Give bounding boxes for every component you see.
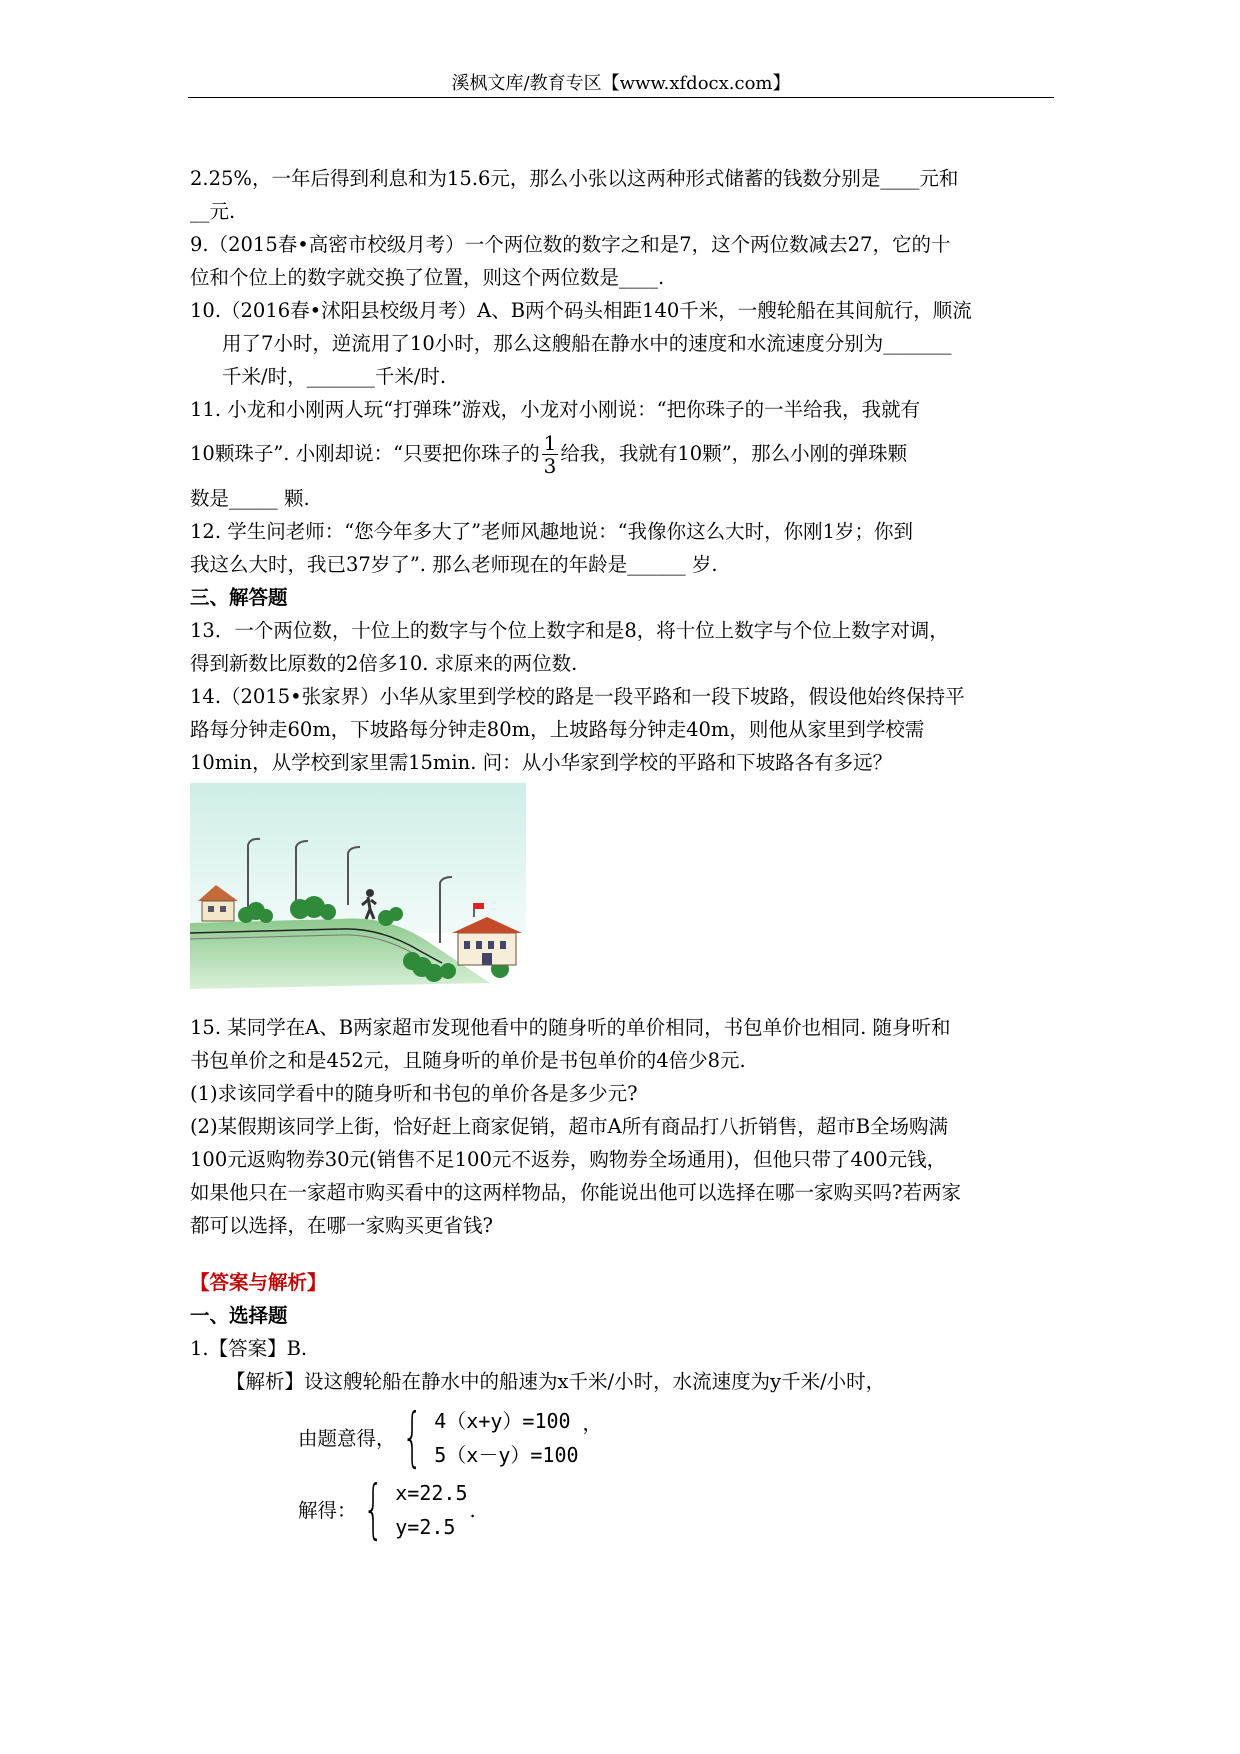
text-segment: 10颗珠子”. 小刚却说：“只要把你珠子的 <box>190 442 540 465</box>
road-illustration <box>190 783 1056 999</box>
question-15-part2-cont: 100元返购物券30元(销售不足100元不返券，购物券全场通用)，但他只带了400元钱， <box>190 1148 947 1171</box>
solution-tail: . <box>469 1498 476 1522</box>
equation-1: 4（x+y）=100 <box>434 1409 571 1433</box>
question-14-cont: 10min，从学校到家里需15min. 问：从小华家到学校的平路和下坡路各有多远？ <box>190 751 893 774</box>
text-line: 2.25%，一年后得到利息和为15.6元，那么小张以这两种形式储蓄的钱数分别是____元和 <box>190 167 959 190</box>
question-9: 9.（2015春•高密市校级月考）一个两位数的数字之和是7，这个两位数减去27，它的十 <box>190 233 951 256</box>
answer-1: 1.【答案】B. <box>190 1337 308 1360</box>
question-13: 13．一个两位数，十位上的数字与个位上数字和是8，将十位上数字与个位上数字对调， <box>190 619 949 642</box>
question-12-cont: 我这么大时，我已37岁了”. 那么老师现在的年龄是______ 岁. <box>190 553 718 576</box>
question-15-cont: 书包单价之和是452元，且随身听的单价是书包单价的4倍少8元. <box>190 1049 746 1072</box>
text-line: __元. <box>190 200 236 223</box>
question-12: 12. 学生问老师：“您今年多大了”老师风趣地说：“我像你这么大时，你刚1岁；你到 <box>190 520 914 543</box>
question-14: 14.（2015•张家界）小华从家里到学校的路是一段平路和一段下坡路，假设他始终保持平 <box>190 685 965 708</box>
solution-system <box>190 1473 1056 1547</box>
equation-label: 由题意得， <box>298 1426 396 1450</box>
question-15-part2: (2)某假期该同学上街，恰好赶上商家促销，超市A所有商品打八折销售，超市B全场购满 <box>190 1115 949 1138</box>
text-segment: 给我，我就有10颗”，那么小刚的弹珠颗 <box>560 442 908 465</box>
question-13-cont: 得到新数比原数的2倍多10. 求原来的两位数. <box>190 652 578 675</box>
solution-label: 解得： <box>298 1498 357 1522</box>
equation-lines <box>434 1404 578 1472</box>
question-14-cont: 路每分钟走60m，下坡路每分钟走80m，上坡路每分钟走40m，则他从家里到学校需 <box>190 718 925 741</box>
question-11-cont: 数是_____ 颗. <box>190 487 310 510</box>
question-11-cont <box>190 426 1056 482</box>
equation-2: 5（x－y）=100 <box>434 1443 579 1467</box>
solution-1: x=22.5 <box>395 1481 468 1505</box>
brace-symbol: { <box>362 1473 384 1547</box>
fraction-numerator: 1 <box>543 431 557 455</box>
spacer <box>190 1242 1056 1266</box>
question-15-part1: (1)求该同学看中的随身听和书包的单价各是多少元? <box>190 1082 638 1105</box>
question-10-cont: 千米/时，_______千米/时. <box>222 365 447 388</box>
solution-lines <box>395 1476 467 1544</box>
road-illustration-image <box>190 783 526 989</box>
answer-section-title: 【答案与解析】 <box>190 1271 327 1294</box>
page-header: 溪枫文库/教育专区【www.xfdocx.com】 <box>451 73 791 94</box>
question-9-cont: 位和个位上的数字就交换了位置，则这个两位数是____. <box>190 266 665 289</box>
question-11: 11. 小龙和小刚两人玩“打弹珠”游戏，小龙对小刚说：“把你珠子的一半给我，我就有 <box>190 398 921 421</box>
fraction-one-third <box>542 432 559 477</box>
question-10-cont: 用了7小时，逆流用了10小时，那么这艘船在静水中的速度和水流速度分别为_______ <box>222 332 952 355</box>
question-15-part2-cont: 都可以选择，在哪一家购买更省钱? <box>190 1214 493 1237</box>
brace-symbol: { <box>401 1401 423 1475</box>
question-15-part2-cont: 如果他只在一家超市购买看中的这两样物品，你能说出他可以选择在哪一家购买吗?若两家 <box>190 1181 961 1204</box>
document-body <box>190 162 1056 1547</box>
question-15: 15. 某同学在A、B两家超市发现他看中的随身听的单价相同，书包单价也相同. 随身听和 <box>190 1016 951 1039</box>
fraction-denominator: 3 <box>543 454 557 478</box>
equation-system <box>190 1401 1056 1475</box>
answer-1-explanation: 【解析】设这艘轮船在静水中的船速为x千米/小时，水流速度为y千米/小时， <box>226 1370 886 1393</box>
section-heading: 一、选择题 <box>190 1304 288 1327</box>
header-rule <box>188 97 1054 98</box>
solution-2: y=2.5 <box>395 1515 456 1539</box>
equation-tail: ， <box>582 1411 603 1435</box>
question-10: 10.（2016春•沭阳县校级月考）A、B两个码头相距140千米，一艘轮船在其间航行，顺流 <box>190 299 972 322</box>
section-heading: 三、解答题 <box>190 586 288 609</box>
